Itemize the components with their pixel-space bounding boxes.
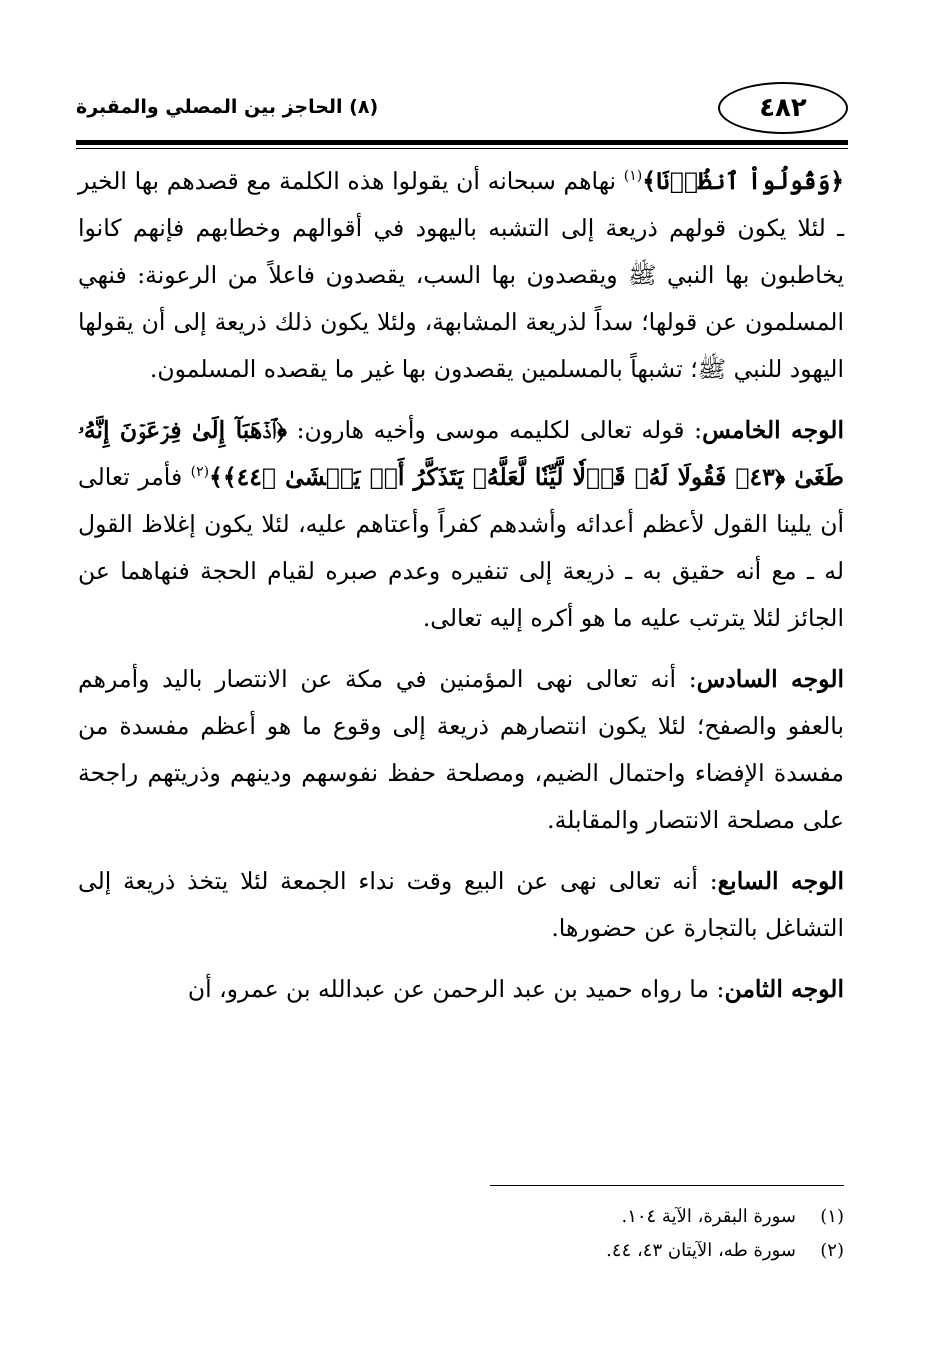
paragraph-lead: الوجه السادس <box>696 665 845 693</box>
footnotes <box>78 1200 844 1268</box>
footnote-ref: (٢) <box>190 464 210 481</box>
paragraph-text: فأمر تعالى أن يلينا القول لأعظم أعدائه وأشدهم كفراً وأعتاهم عليه، لئلا يكون إغلاظ القول له ـ مع أنه حقيق به ـ ذريعة إلى تنفيره وعدم صبره لقيام الحجة فنهاهما عن الجائز لئلا يترتب عليه ما هو أكره إليه تعالى. <box>78 463 844 632</box>
main-text <box>78 158 844 1027</box>
quran-verse: ﴿وَقُولُواْ ٱنظُرۡنَا﴾ <box>642 167 844 195</box>
paragraph-text: نهاهم سبحانه أن يقولوا هذه الكلمة مع قصدهم بها الخير ـ لئلا يكون قولهم ذريعة إلى التشبه باليهود في أقوالهم وخطابهم فإنهم كانوا يخاطبون بها النبي ﷺ ويقصدون بها السب، يقصدون فاعلاً من الرعونة: فنهي المسلمون عن قولها؛ سداً لذريعة المشابهة، ولئلا يكون ذلك ذريعة إلى أن يقولها اليهود للنبي ﷺ؛ تشبهاً بالمسلمين يقصدون بها غير ما يقصده المسلمون. <box>78 167 844 383</box>
footnote-text: سورة طه، الآيتان ٤٣، ٤٤. <box>606 1240 796 1261</box>
footnote-separator <box>490 1185 844 1186</box>
paragraph-5 <box>78 966 844 1013</box>
footnote-ref: (١) <box>623 168 643 185</box>
quran-verse: ﴿ٱذۡهَبَآ إِلَىٰ فِرۡعَوۡنَ إِنَّهُۥ طَغَىٰ ﴿٤٣﴾ فَقُولَا لَهُۥ قَوۡلٗا لَّيِّنٗا لَّعَلَّهُۥ يَتَذَكَّرُ أَوۡ يَخۡشَىٰ ﴿٤٤﴾﴾ <box>78 416 844 491</box>
paragraph-1 <box>78 158 844 393</box>
paragraph-4 <box>78 858 844 952</box>
paragraph-lead: الوجه السابع <box>717 867 844 895</box>
paragraph-text: : ما رواه حميد بن عبد الرحمن عن عبدالله بن عمرو، أن <box>187 975 725 1003</box>
footnote-2 <box>78 1234 844 1268</box>
running-title: (٨) الحاجز بين المصلي والمقبرة <box>76 96 379 118</box>
page-header <box>76 82 848 142</box>
header-rule <box>76 140 848 145</box>
paragraph-text: : أنه تعالى نهى المؤمنين في مكة عن الانتصار باليد وأمرهم بالعفو والصفح؛ لئلا يكون انتصارهم ذريعة إلى وقوع ما هو أعظم مفسدة من مفسدة الإفضاء واحتمال الضيم، ومصلحة حفظ نفوسهم ودينهم وذريتهم راجحة على مصلحة الانتصار والمقابلة. <box>78 665 844 834</box>
footnote-1 <box>78 1200 844 1234</box>
paragraph-lead: الوجه الثامن <box>724 975 844 1003</box>
footnote-number: (١) <box>820 1206 844 1227</box>
page-number: ٤٨٢ <box>718 82 848 134</box>
footnote-text: سورة البقرة، الآية ١٠٤. <box>621 1206 796 1227</box>
paragraph-text: : قوله تعالى لكليمه موسى وأخيه هارون: <box>286 416 703 444</box>
header-rule-thin <box>76 148 848 149</box>
paragraph-3 <box>78 656 844 844</box>
footnote-number: (٢) <box>820 1240 844 1261</box>
paragraph-lead: الوجه الخامس <box>702 416 844 444</box>
paragraph-text: : أنه تعالى نهى عن البيع وقت نداء الجمعة لئلا يتخذ ذريعة إلى التشاغل بالتجارة عن حضورها. <box>78 867 844 942</box>
paragraph-2 <box>78 407 844 642</box>
